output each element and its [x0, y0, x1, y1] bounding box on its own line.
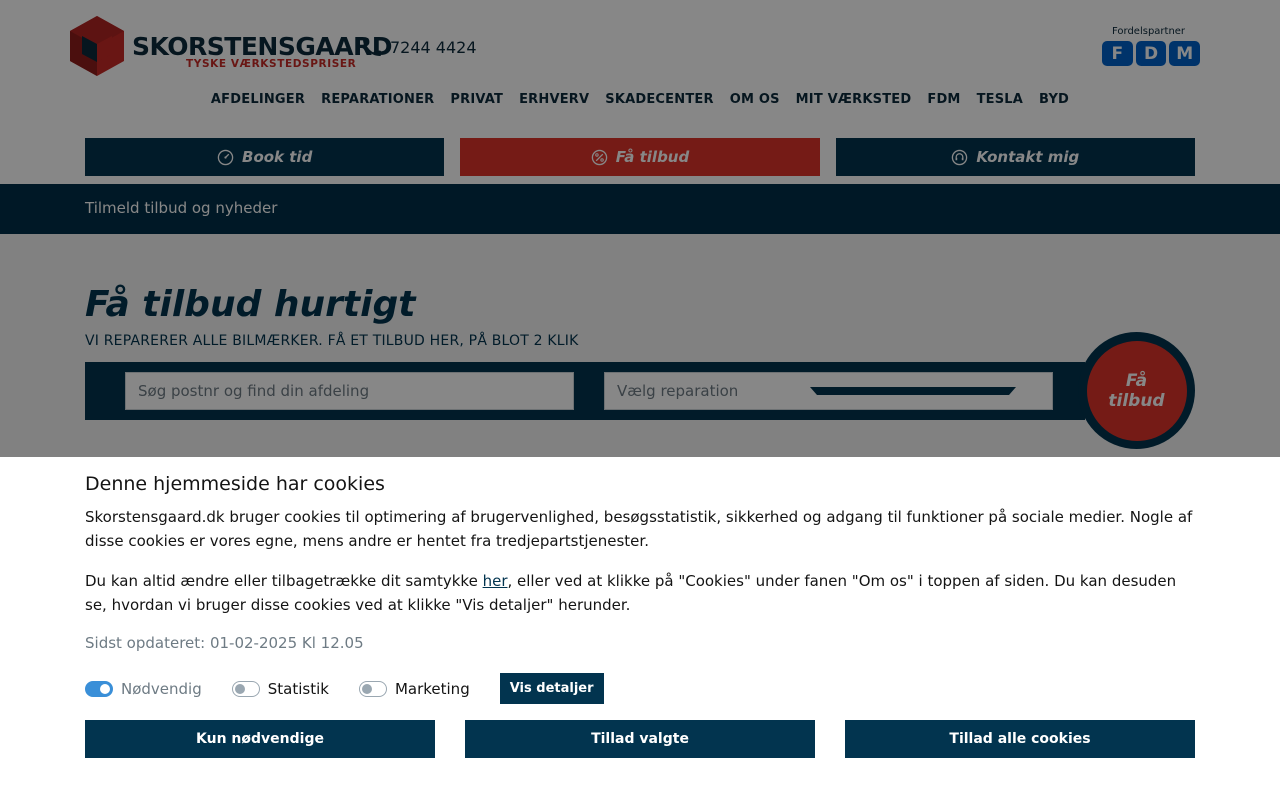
nav-item-afdelinger[interactable]: AFDELINGER: [210, 92, 306, 107]
fdm-letter: M: [1169, 41, 1200, 66]
consent-text-end: , eller ved at klikke på "Cookies" under fanen "Om os" i toppen af siden. Du kan desuden se, hvordan vi bruger disse cookies ved at klikke "Vis detaljer" herunder.: [85, 572, 1177, 614]
get-offer-label: Få tilbud: [615, 148, 690, 166]
book-time-label: Book tid: [242, 148, 313, 166]
toggle-label: Marketing: [394, 679, 470, 698]
fdm-letter: D: [1136, 41, 1167, 66]
toggle-necessary[interactable]: [85, 680, 202, 698]
partner-label: Fordelspartner: [1112, 26, 1186, 37]
repair-select-value: Vælg reparation: [617, 382, 739, 400]
toggle-knob: [235, 684, 245, 694]
get-offer-cta-button[interactable]: Få tilbud: [1087, 341, 1187, 441]
cookie-consent-banner: [0, 457, 1280, 800]
brand-tagline: TYSKE VÆRKSTEDSPRISER: [186, 58, 357, 70]
show-details-button[interactable]: Vis detaljer: [500, 673, 604, 704]
change-consent-link[interactable]: her: [482, 572, 508, 590]
cookie-description: Skorstensgaard.dk bruger cookies til optimering af brugervenlighed, besøgsstatistik, sikkerhed og adgang til funktioner på sociale medier. Nogle af disse cookies er vores egne, mens andre er hentet fra tredjepartstjenester.: [85, 508, 1193, 550]
toggle-switch[interactable]: [232, 681, 260, 697]
nav-item-mit-vaerksted[interactable]: MIT VÆRKSTED: [795, 92, 912, 107]
toggle-knob: [362, 684, 372, 694]
nav-item-privat[interactable]: PRIVAT: [450, 92, 504, 107]
cookie-action-buttons: [85, 720, 1195, 758]
toggle-switch[interactable]: [359, 681, 387, 697]
toggle-knob: [100, 684, 110, 694]
hero-title: Få tilbud hurtigt: [85, 284, 416, 325]
nav-item-skadecenter[interactable]: SKADECENTER: [605, 92, 714, 107]
allow-selected-button[interactable]: Tillad valgte: [465, 720, 815, 758]
fdm-letter: F: [1102, 41, 1133, 66]
cookie-category-toggles: [85, 673, 604, 704]
nav-item-erhverv[interactable]: ERHVERV: [519, 92, 590, 107]
newsletter-link[interactable]: Tilmeld tilbud og nyheder: [85, 199, 278, 217]
toggle-marketing[interactable]: [359, 680, 470, 698]
nav-item-fdm[interactable]: FDM: [927, 92, 961, 107]
nav-item-tesla[interactable]: TESLA: [976, 92, 1024, 107]
nav-item-byd[interactable]: BYD: [1039, 92, 1070, 107]
contact-me-label: Kontakt mig: [976, 148, 1080, 166]
allow-all-cookies-button[interactable]: Tillad alle cookies: [845, 720, 1195, 758]
last-updated-text: Sidst opdateret: 01-02-2025 Kl 12.05: [85, 634, 364, 652]
nav-item-om-os[interactable]: OM OS: [729, 92, 780, 107]
nav-item-reparationer[interactable]: REPARATIONER: [321, 92, 435, 107]
cookie-consent-text: [85, 569, 1195, 617]
toggle-label: Statistik: [267, 679, 329, 698]
hero-subtitle: VI REPARERER ALLE BILMÆRKER. FÅ ET TILBUD HER, PÅ BLOT 2 KLIK: [85, 333, 579, 349]
necessary-only-button[interactable]: Kun nødvendige: [85, 720, 435, 758]
toggle-label: Nødvendig: [121, 679, 202, 698]
phone-number: 7244 4424: [390, 37, 477, 57]
brand-name: SKORSTENSGAARD: [132, 32, 393, 61]
toggle-switch[interactable]: [85, 681, 113, 697]
cookie-title: Denne hjemmeside har cookies: [85, 473, 385, 495]
toggle-statistics[interactable]: [232, 680, 329, 698]
consent-text-start: Du kan altid ændre eller tilbagetrække dit samtykke: [85, 572, 483, 590]
